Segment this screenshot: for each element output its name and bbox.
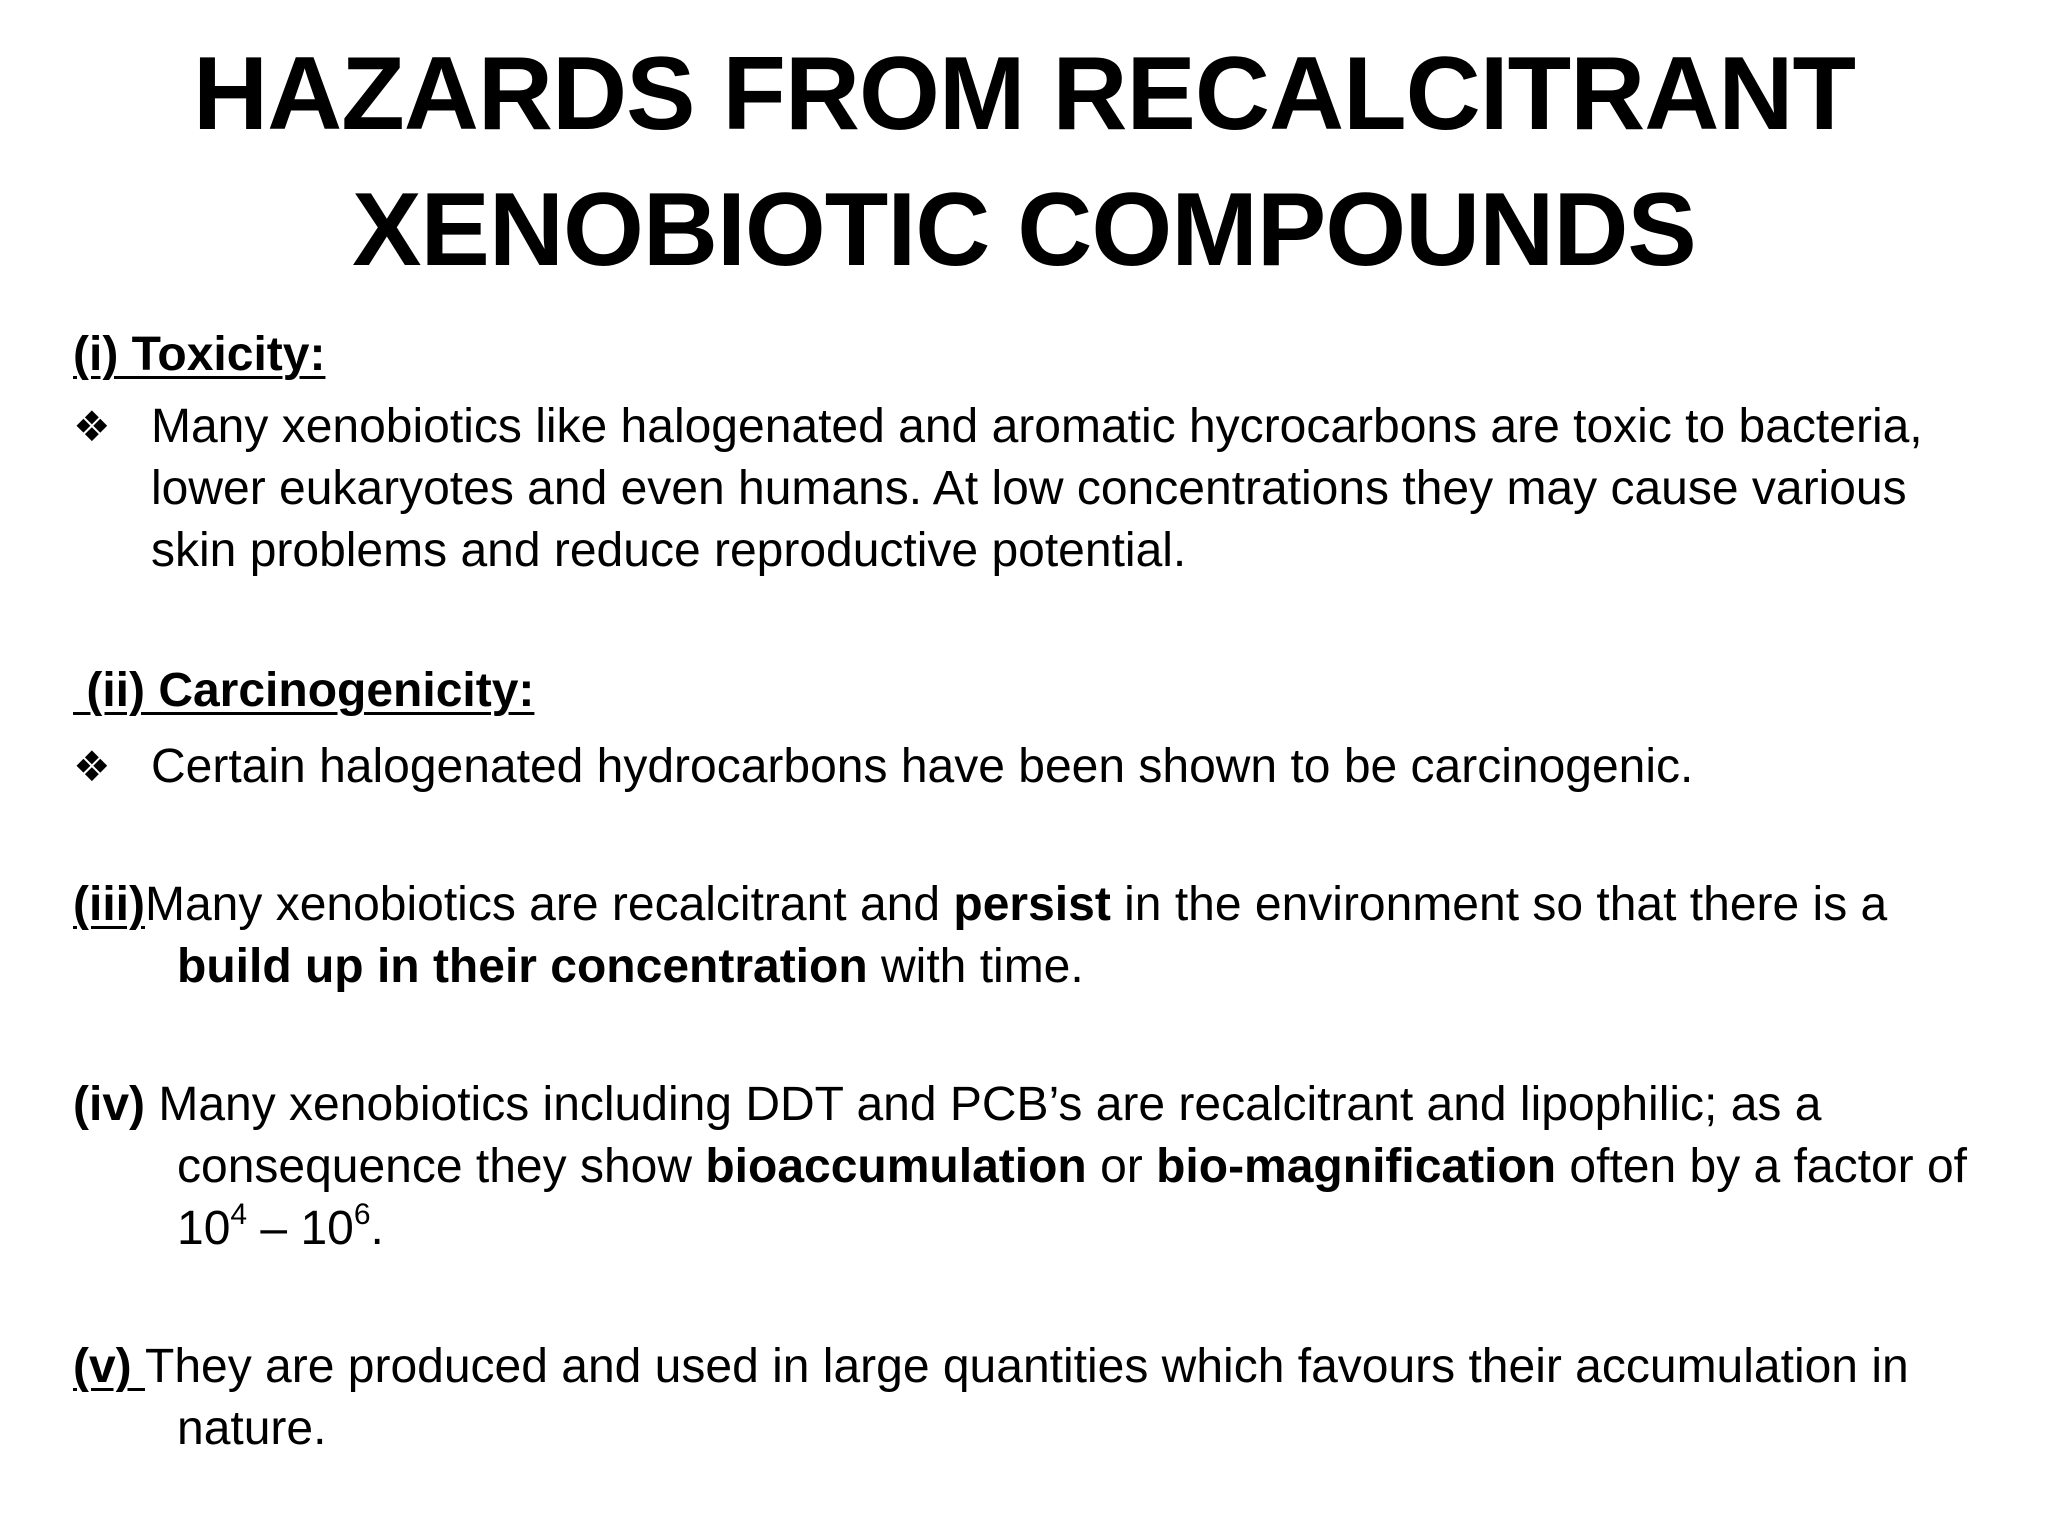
quantities-text: They are produced and used in large quantities which favours their accumulation in nature. [145,1340,1909,1455]
toxicity-heading: (i) Toxicity: [73,328,326,381]
bioaccumulation-label: (iv) [73,1078,145,1131]
bioaccumulation-paragraph [73,1074,1993,1260]
slide-title [0,26,2048,298]
persistence-text-2: in the environment so that there is a [1110,878,1888,931]
persistence-label: (iii) [73,878,145,931]
carcinogenicity-heading: (ii) Carcinogenicity: [73,664,535,717]
slide-title-line-1: HAZARDS FROM RECALCITRANT [193,36,1855,152]
bioaccumulation-text-3: often by a factor of 10 [177,1140,1967,1255]
exponent-4: 4 [230,1198,248,1231]
bioaccumulation-text-1: Many xenobiotics including DDT and PCB’s are recalcitrant and lipophilic; as a consequence they show [145,1078,1822,1193]
bioaccumulation-bold-1: bioaccumulation [705,1140,1087,1193]
slide-title-line-2: XENOBIOTIC COMPOUNDS [352,172,1696,288]
persistence-text-1: Many xenobiotics are recalcitrant and [144,878,954,931]
diamond-bullet-icon: ❖ [73,403,111,450]
bioaccumulation-text-5: . [370,1202,384,1255]
persistence-text-3: with time. [867,940,1084,993]
toxicity-bullet [73,396,1993,582]
bioaccumulation-text-4: – 10 [247,1202,354,1255]
persistence-bold-2: build up in their concentration [177,940,868,993]
diamond-bullet-icon: ❖ [73,743,111,790]
persistence-paragraph [73,874,1993,998]
bioaccumulation-text-2: or [1086,1140,1157,1193]
persistence-bold-1: persist [953,878,1111,931]
carcinogenicity-text: Certain halogenated hydrocarbons have been shown to be carcinogenic. [151,740,1694,793]
quantities-paragraph [73,1336,1993,1460]
quantities-label: (v) [73,1340,145,1393]
exponent-6: 6 [353,1198,371,1231]
toxicity-text: Many xenobiotics like halogenated and aromatic hycrocarbons are toxic to bacteria, lower eukaryotes and even humans. At low concentrations they may cause various skin problems and reduce reproductive potential. [151,400,1923,577]
bioaccumulation-bold-2: bio-magnification [1156,1140,1557,1193]
carcinogenicity-bullet [73,736,1993,798]
